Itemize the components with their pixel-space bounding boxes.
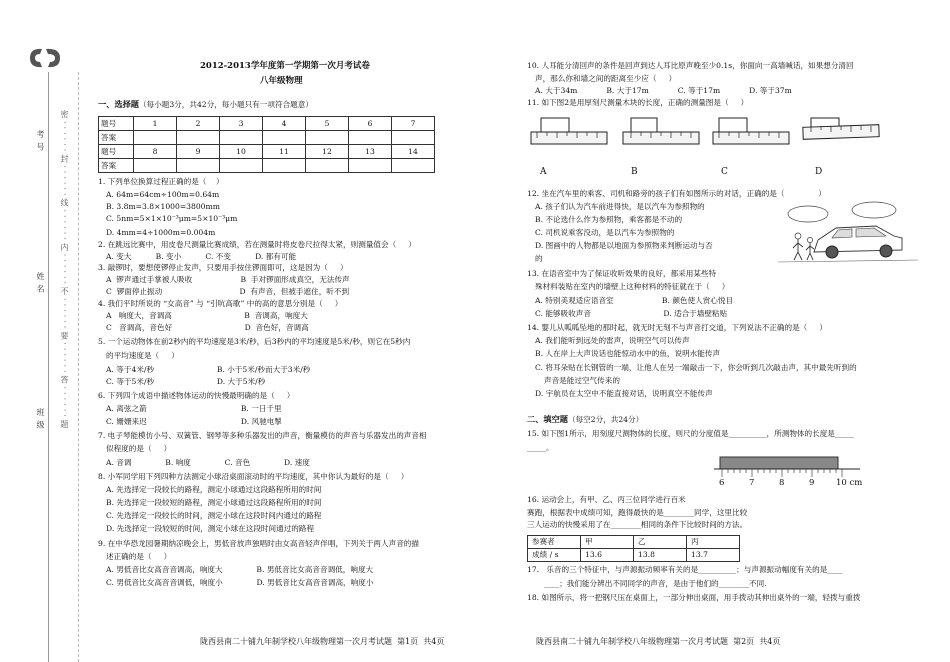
footer-right: 陇西县南二十铺九年制学校八年级物理第一次月考试题 第2页 共4页 <box>536 637 781 646</box>
option-line: A. 64m=64cm÷100m=0.64m <box>106 190 220 199</box>
option-line: A. 大于34m B. 大于17m C. 等于17m D. 等于37m <box>535 86 792 95</box>
answer-table <box>98 116 435 173</box>
option-line: C. 先选择定一段较长的时间，测定小球在这段时间内通过的路程 <box>106 511 322 520</box>
question-line: 6. 下列四个成语中描述物体运动的快慢最明确的是（ ） <box>98 391 295 400</box>
ruler-label-a: A <box>540 167 547 177</box>
answer-table-row <box>99 117 435 131</box>
table-cell: 2 <box>177 117 220 131</box>
question-line: ____；我们能分辨出不同同学的声音，是由于他们的________不同. <box>544 579 767 588</box>
question-line: 9. 在中华恐龙园暑期纳凉晚会上，男低音放声独唱时由女高音轻声伴唱，下列关于两人声音的描 <box>98 539 419 548</box>
answer-cell[interactable] <box>134 159 177 173</box>
section2-header <box>527 415 643 424</box>
exam-title: 2012-2013学年度第一学期第一次月考试卷 <box>200 61 370 71</box>
section1-note: （每小题3分，共42分，每小题只有一项符合题意） <box>138 100 313 109</box>
table-cell: 14 <box>392 145 435 159</box>
section1-title: 一、选择题 <box>98 99 139 109</box>
table-cell: 11 <box>263 145 306 159</box>
option-line: D. 4mm=4÷1000m=0.004m <box>106 228 216 237</box>
answer-cell[interactable] <box>349 159 392 173</box>
car-dialogue-illustration <box>778 200 918 274</box>
ruler-figures <box>527 112 917 169</box>
section2-note: （每空2分，共24分） <box>567 415 644 424</box>
question-line: 10. 人耳能分清回声的条件是回声到达人耳比原声晚至少0.1s，你面向一高墙喊话，如果想分清回 <box>527 61 854 70</box>
question-line: 11. 如下图2是用厚刻尺测量木块的长度，正确的测量图是（ ） <box>527 98 749 107</box>
ruler-label-b: B <box>631 167 638 177</box>
table-cell: 答案 <box>99 131 134 145</box>
question-line: 17. 乐音的三个特征中，与声源振动频率有关的是__________；与声源振动幅度有关的是____ <box>527 565 843 574</box>
ruler-tick-label: 9 <box>809 478 815 488</box>
table-cell: 5 <box>306 117 349 131</box>
section2-title: 二、填空题 <box>527 414 568 424</box>
option-line: A. 离弦之箭 B. 一日千里 <box>106 404 282 413</box>
answer-cell[interactable] <box>177 159 220 173</box>
table-cell: 3 <box>220 117 263 131</box>
option-line: A. 等于4米/秒 B. 小于5米/秒而大于3米/秒 <box>106 365 311 374</box>
table-cell: 7 <box>392 117 435 131</box>
option-line: A 响度大，音调高 B 音调高，响度大 <box>106 311 308 320</box>
seal-line <box>78 72 79 662</box>
table-row <box>528 536 740 549</box>
table-cell: 12 <box>306 145 349 159</box>
answer-table-row <box>99 159 435 173</box>
answer-table-row <box>99 145 435 159</box>
option-line: C 锣面停止振动 D 有声音，但被手遮住，听不到 <box>106 287 350 296</box>
answer-cell[interactable] <box>392 159 435 173</box>
table-cell: 6 <box>349 117 392 131</box>
exam-subtitle: 八年级物理 <box>260 76 303 86</box>
option-line: A. 孩子们认为汽车前进得快，是以汽车为参照物的 <box>535 202 705 211</box>
option-line: C. 等于5米/秒 D. 大于5米/秒 <box>106 377 266 386</box>
table-cell: 13.8 <box>634 549 687 562</box>
school-logo <box>26 46 66 70</box>
option-line: D. 宇航员在太空中不能直接对话，说明真空不能传声 <box>535 389 713 398</box>
table-cell: 甲 <box>581 536 634 549</box>
option-line: A. 先选择定一段较长的路程，测定小球通过这段路程所用的时间 <box>106 485 322 494</box>
option-line: C. 司机说乘客没动，是以汽车为参照物的 <box>535 228 675 237</box>
table-cell: 答案 <box>99 159 134 173</box>
table-cell: 乙 <box>634 536 687 549</box>
option-line: B. 不论选什么作为参照物，乘客都是不动的 <box>535 215 683 224</box>
section1-header <box>98 100 313 109</box>
score-table <box>527 535 740 562</box>
question-line: 殊材料装贴在室内的墙壁上这种材料的特征就在于（ ） <box>535 282 730 291</box>
table-cell: 丙 <box>687 536 740 549</box>
ruler-tick-label: 6 <box>719 478 725 488</box>
answer-cell[interactable] <box>349 131 392 145</box>
ruler-tick-label: 10 cm <box>836 478 863 488</box>
question-line: 1. 下列单位换算过程正确的是（ ） <box>98 177 224 186</box>
table-cell: 8 <box>134 145 177 159</box>
option-line: B. 3.8m=3.8×1000=3800mm <box>106 202 220 211</box>
option-line: A. 变大 B. 变小 C. 不变 D. 都有可能 <box>106 252 297 261</box>
option-line: D. 图画中的人物都是以地面为参照物来判断运动与否 <box>535 241 713 250</box>
question-line: 述正确的是（ ） <box>106 552 172 561</box>
margin-line <box>48 72 49 662</box>
banji-label: 班 级 <box>36 408 45 430</box>
question-line: 的平均速度是（ ） <box>106 351 179 360</box>
table-cell: 13 <box>349 145 392 159</box>
kaohao-label: 考 号 <box>36 130 45 152</box>
option-line: C. 姗姗来迟 D. 风驰电掣 <box>106 417 282 426</box>
question-line: _____。 <box>527 443 554 452</box>
option-line: B. 人在岸上大声说话也能惊动水中的鱼，说明水能传声 <box>535 349 721 358</box>
option-line: A. 我们能听到远处的雷声，说明空气可以传声 <box>535 336 690 345</box>
seal-text: 密······封······线······内······不······要······答······题 <box>60 110 69 431</box>
question-line: 12. 坐在汽车里的乘客、司机和路旁的孩子们有如图所示的对话，正确的是（ ） <box>527 189 826 198</box>
table-cell: 题号 <box>99 145 134 159</box>
ruler-label-d: D <box>815 167 823 177</box>
option-line: A. 音调 B. 响度 C. 音色 D. 速度 <box>106 458 310 467</box>
question-line: 4. 我们平时所说的 “女高音” 与 “引吭高歌” 中的高的意思分别是（ ） <box>98 299 343 308</box>
question-line: 7. 电子琴能模仿小号、双簧管、钢琴等多种乐器发出的声音，衡量模仿的声音与乐器发出的声音相 <box>98 431 427 440</box>
xingming-label: 姓 名 <box>36 272 45 294</box>
ruler-tick-label: 7 <box>749 478 755 488</box>
footer-left: 陇西县南二十铺九年制学校八年级物理第一次月考试题 第1页 共4页 <box>200 637 445 646</box>
question-line: 5. 一个运动物体在前2秒内的平均速度是3米/秒，后3秒内的平均速度是5米/秒，则它在5秒内 <box>98 337 411 346</box>
option-line: C. 男低音比女高音音调低，响度小 D. 男低音比女高音音调高，响度小 <box>106 578 374 587</box>
answer-cell[interactable] <box>306 159 349 173</box>
question-line: 声，那么你和墙之间的距离至少应（ ） <box>535 74 677 83</box>
answer-cell[interactable] <box>306 131 349 145</box>
option-line: C 音调高，音色好 D 音色好，音调高 <box>106 323 309 332</box>
table-cell: 9 <box>177 145 220 159</box>
question-line: 8. 小军同学用下列四种方法测定小球沿桌面滚动时的平均速度，其中你认为最好的是（ ） <box>98 472 409 481</box>
question-line: 15. 如下图1所示，用刻度尺测物体的长度，则尺的分度值是__________，所测物体的长度是_____ <box>527 429 854 438</box>
option-line: A. 特别美观适应语音室 B. 颜色使人赏心悦目 <box>535 296 734 305</box>
answer-cell[interactable] <box>177 131 220 145</box>
answer-cell[interactable] <box>392 131 435 145</box>
table-cell: 成绩 / s <box>528 549 581 562</box>
question-line: 赛跑，根据表中成绩可知，跑得最快的是________同学，这里比较 <box>527 508 748 517</box>
answer-cell[interactable] <box>263 131 306 145</box>
answer-cell[interactable] <box>220 159 263 173</box>
table-cell: 13.7 <box>687 549 740 562</box>
option-line: C. 将耳朵贴在长钢管的一端，让他人在另一端敲击一下，你会听到几次敲击声，其中最先听到的 <box>535 363 857 372</box>
option-line: 声音是能过空气传来的 <box>544 376 620 385</box>
answer-cell[interactable] <box>263 159 306 173</box>
option-line: 的 <box>535 254 543 263</box>
question-line: 似程度的是（ ） <box>106 444 172 453</box>
question-line: 三人运动的快慢采用了在________相同的条件下比较时间的方法。 <box>527 520 748 529</box>
question-line: 2. 在跳远比赛中，用皮卷尺测量比赛成绩，若在测量时将皮卷尺拉得太紧，则测量值会（ ） <box>98 240 416 249</box>
table-cell: 1 <box>134 117 177 131</box>
option-line: A 锣声通过手掌被人吸收 B 手对锣面形成真空，无法传声 <box>106 275 350 284</box>
table-row <box>528 549 740 562</box>
table-cell: 题号 <box>99 117 134 131</box>
option-line: B. 先选择定一段较短的路程，测定小球通过这段路程所用的时间 <box>106 498 322 507</box>
table-cell: 4 <box>263 117 306 131</box>
option-line: D. 先选择定一段较短的时间，测定小球在这段时间通过的路程 <box>106 524 315 533</box>
table-cell: 13.6 <box>581 549 634 562</box>
ruler-label-c: C <box>721 167 728 177</box>
ruler-tick-label: 8 <box>779 478 785 488</box>
question-line: 13. 在语音室中为了保证收听效果的良好，都采用某些特 <box>527 269 717 278</box>
option-line: C. 能够吸收声音 D. 适合于墙壁粘贴 <box>535 309 728 318</box>
answer-cell[interactable] <box>220 131 263 145</box>
question-line: 18. 如图所示，将一把钢尺压在桌面上，一部分伸出桌面，用手拨动其伸出桌外的一端，轻拨与重拨 <box>527 593 861 602</box>
table-cell: 参赛者 <box>528 536 581 549</box>
option-line: C. 5nm=5×1×10⁻³μm=5×10⁻³μm <box>106 214 238 223</box>
table-cell: 10 <box>220 145 263 159</box>
answer-cell[interactable] <box>134 131 177 145</box>
answer-table-row <box>99 131 435 145</box>
question-line: 16. 运动会上，有甲、乙、丙三位同学进行百米 <box>527 495 686 504</box>
question-line: 3. 敲锣时，要想使锣停止发声，只要用手按住锣面即可，这是因为（ ） <box>98 263 348 272</box>
question-line: 14. 婴儿从呱呱坠地的那时起，就无时无刻不与声音打交道，下列说法不正确的是（ ） <box>527 323 827 332</box>
option-line: A. 男低音比女高音音调高，响度大 B. 男低音比女高音音调低，响度大 <box>106 565 374 574</box>
